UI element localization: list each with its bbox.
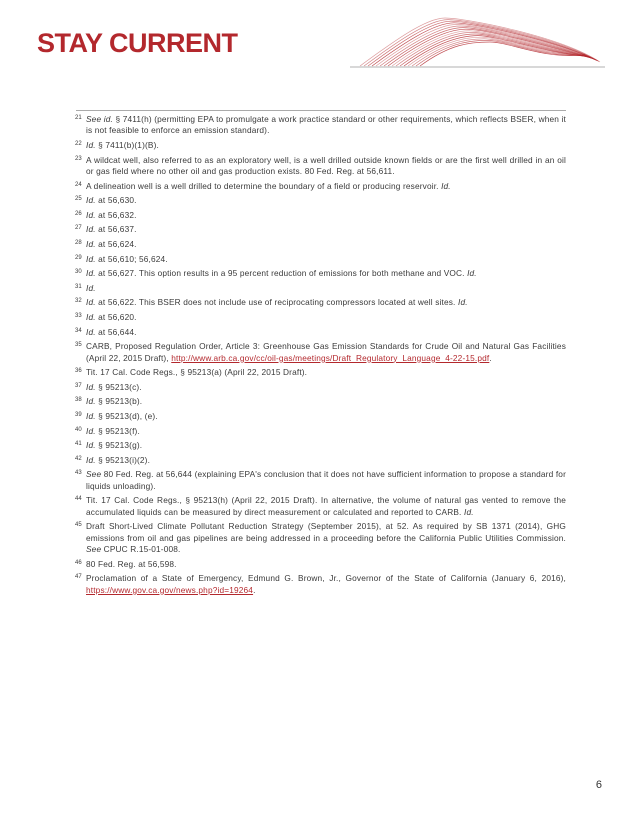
footnote-number: 24 bbox=[75, 181, 82, 188]
footnote-text bbox=[86, 426, 566, 437]
footnote-rest: § 95213(c). bbox=[95, 381, 142, 392]
footnote bbox=[76, 341, 566, 364]
footnote-rest: at 56,610; 56,624. bbox=[95, 253, 168, 264]
footnote bbox=[76, 521, 566, 555]
footnote bbox=[76, 469, 566, 492]
footnote-number: 44 bbox=[75, 496, 82, 503]
footnote-text bbox=[86, 181, 566, 192]
footnote-text bbox=[86, 367, 566, 378]
footnote-text bbox=[86, 297, 566, 308]
footnote-text bbox=[86, 495, 566, 518]
footnote-lead: Id. bbox=[86, 253, 96, 264]
footnote-rest: § 95213(d), (e). bbox=[95, 410, 158, 421]
footnote-lead: Id. bbox=[86, 326, 96, 337]
footnote-lead: Id. bbox=[86, 282, 96, 293]
footnote-rest: A wildcat well, also referred to as an exploratory well, is a well drilled outside known fields or are the first well drilled in an oil or gas field where no other oil and gas production exists. 80 Fed. Reg. at 56,611. bbox=[86, 154, 566, 176]
footnote bbox=[76, 181, 566, 192]
footnote-rest: Proclamation of a State of Emergency, Edmund G. Brown, Jr., Governor of the State of California (January 6, 2016), bbox=[86, 573, 566, 584]
footnote-after: . bbox=[489, 352, 492, 363]
page-number: 6 bbox=[595, 779, 602, 791]
footnote-rest: at 56,637. bbox=[95, 224, 137, 235]
footnote bbox=[76, 455, 566, 466]
footnote-lead: Id. bbox=[86, 224, 96, 235]
footnote bbox=[76, 114, 566, 137]
footnote-tail-it: Id. bbox=[463, 506, 474, 517]
footnote-rest: § 95213(b). bbox=[95, 396, 143, 407]
footnote bbox=[76, 411, 566, 422]
footnote-number: 34 bbox=[75, 327, 82, 334]
footnote-number: 37 bbox=[75, 382, 82, 389]
footnote-number: 38 bbox=[75, 397, 82, 404]
footnote-link[interactable]: https://www.gov.ca.gov/news.php?id=19264 bbox=[86, 584, 254, 595]
footnote-rest: CARB, Proposed Regulation Order, Article 3: Greenhouse Gas Emission Standards for Crude Oil and Natural Gas Facilities (April 22, 2015 Draft), bbox=[86, 341, 566, 363]
footnote bbox=[76, 559, 566, 570]
footnote-number: 28 bbox=[75, 239, 82, 246]
footnote-lead: Id. bbox=[86, 238, 96, 249]
footnote-rest: at 56,644. bbox=[95, 326, 137, 337]
footnote-number: 22 bbox=[75, 141, 82, 147]
footnote-text bbox=[86, 155, 566, 178]
footnote-number: 31 bbox=[75, 283, 82, 290]
footnote-text bbox=[86, 440, 566, 451]
footnote bbox=[76, 327, 566, 338]
footnote bbox=[76, 210, 566, 221]
footnote-text bbox=[86, 469, 566, 492]
footnote-rest: § 95213(g). bbox=[95, 440, 143, 451]
footnote-rest: § 95213(i)(2). bbox=[95, 454, 151, 465]
footnote-lead: Id. bbox=[86, 297, 96, 308]
footnote bbox=[76, 382, 566, 393]
decorative-wave-graphic bbox=[350, 14, 605, 70]
footnote-number: 47 bbox=[75, 574, 82, 581]
footnote-text bbox=[86, 327, 566, 338]
footnote bbox=[76, 195, 566, 206]
footnote-rest: 80 Fed. Reg. at 56,644 (explaining EPA's conclusion that it does not have sufficient information to propose a standard for liquids unloading). bbox=[86, 469, 566, 491]
footnote bbox=[76, 155, 566, 178]
footnote-lead: Id. bbox=[86, 440, 96, 451]
footnote-text bbox=[86, 140, 566, 151]
footnote bbox=[76, 495, 566, 518]
footnote-text bbox=[86, 312, 566, 323]
footnote-text bbox=[86, 254, 566, 265]
footnote-number: 27 bbox=[75, 225, 82, 232]
page-header-title: STAY CURRENT bbox=[37, 28, 238, 58]
footnote-number: 41 bbox=[75, 441, 82, 448]
footnote-rest: § 95213(f). bbox=[95, 425, 140, 436]
footnote-text bbox=[86, 114, 566, 137]
footnote-after: CPUC R.15-01-008. bbox=[101, 544, 181, 555]
footnote-lead: See bbox=[86, 469, 102, 480]
footnote-lead: Id. bbox=[86, 410, 96, 421]
footnote-number: 35 bbox=[75, 342, 82, 349]
footnote-number: 46 bbox=[75, 559, 82, 566]
footnote-number: 30 bbox=[75, 269, 82, 276]
footnote-lead: Id. bbox=[86, 396, 96, 407]
footnote-rest: at 56,622. This BSER does not include use of reciprocating compressors located at well sites. bbox=[95, 297, 458, 308]
footnote-number: 25 bbox=[75, 196, 82, 203]
footnotes-list bbox=[76, 114, 566, 599]
footnote-text bbox=[86, 521, 566, 555]
footnote bbox=[76, 297, 566, 308]
footnote-rest: § 7411(b)(1)(B). bbox=[95, 140, 159, 150]
footnote-number: 23 bbox=[75, 155, 82, 162]
footnote-text bbox=[86, 283, 566, 294]
footnote-number: 36 bbox=[75, 368, 82, 375]
footnote bbox=[76, 268, 566, 279]
footnote-lead: Id. bbox=[86, 209, 96, 220]
footnote-tail-it: Id. bbox=[457, 297, 468, 308]
footnote-number: 43 bbox=[75, 470, 82, 477]
footnote-link[interactable]: http://www.arb.ca.gov/cc/oil-gas/meetings/Draft_Regulatory_Language_4-22-15.pdf bbox=[171, 352, 490, 363]
footnote-number: 26 bbox=[75, 210, 82, 217]
footnote-tail-it: Id. bbox=[441, 180, 451, 191]
footnote-number: 33 bbox=[75, 312, 82, 319]
footnote bbox=[76, 254, 566, 265]
footnote-tail-it: Id. bbox=[467, 268, 477, 279]
footnote-lead: Id. bbox=[86, 425, 96, 436]
footnote-lead: Id. bbox=[86, 311, 96, 322]
footnote-lead: See id. bbox=[86, 114, 113, 124]
footnote-text bbox=[86, 573, 566, 596]
footnote-lead: Id. bbox=[86, 195, 96, 206]
footnote-text bbox=[86, 411, 566, 422]
footnote-rest: at 56,620. bbox=[95, 311, 137, 322]
footnote-text bbox=[86, 341, 566, 364]
footnote-text bbox=[86, 396, 566, 407]
footnote-rest: § 7411(h) (permitting EPA to promulgate a work practice standard or other requirements, which reflects BSER, when it is not feasible to enforce an emission standard). bbox=[86, 114, 566, 136]
footnote-text bbox=[86, 559, 566, 570]
footnote bbox=[76, 367, 566, 378]
footnote bbox=[76, 426, 566, 437]
footnote-rest: Draft Short-Lived Climate Pollutant Reduction Strategy (September 2015), at 52. As required by SB 1371 (2014), GHG emissions from oil and gas pipelines are being addressed in a proceeding before the California Public Utilities Commission. bbox=[86, 521, 566, 543]
footnote-tail-it: See bbox=[86, 544, 102, 555]
footnote bbox=[76, 573, 566, 596]
footnote bbox=[76, 283, 566, 294]
footnote-text bbox=[86, 455, 566, 466]
footnote-rest: at 56,632. bbox=[95, 209, 137, 220]
footnote-number: 21 bbox=[75, 115, 82, 121]
footnote-rest: Tit. 17 Cal. Code Regs., § 95213(h) (April 22, 2015 Draft). In alternative, the volume of natural gas vented to remove the accumulated liquids can be measured by direct measurement or calculated and reported to CARB. bbox=[86, 495, 566, 517]
footnote-number: 42 bbox=[75, 455, 82, 462]
footnote-lead: Id. bbox=[86, 268, 96, 279]
footnote-number: 32 bbox=[75, 298, 82, 305]
footnote-number: 45 bbox=[75, 522, 82, 529]
footnote-text bbox=[86, 268, 566, 279]
footnote bbox=[76, 396, 566, 407]
footnote-number: 29 bbox=[75, 254, 82, 261]
footnote bbox=[76, 140, 566, 151]
footnote-divider bbox=[76, 110, 566, 111]
footnote-after: . bbox=[253, 584, 256, 595]
footnote-rest: Tit. 17 Cal. Code Regs., § 95213(a) (April 22, 2015 Draft). bbox=[86, 367, 308, 378]
footnote bbox=[76, 440, 566, 451]
footnote-lead: Id. bbox=[86, 454, 96, 465]
footnote-text bbox=[86, 239, 566, 250]
footnote-rest: at 56,624. bbox=[95, 238, 137, 249]
footnote-text bbox=[86, 195, 566, 206]
footnote-rest: at 56,630. bbox=[95, 195, 137, 206]
footnote bbox=[76, 224, 566, 235]
footnote-number: 40 bbox=[75, 426, 82, 433]
footnote-text bbox=[86, 382, 566, 393]
footnote-rest: A delineation well is a well drilled to determine the boundary of a field or producing reservoir. bbox=[86, 180, 442, 191]
footnote bbox=[76, 239, 566, 250]
footnote bbox=[76, 312, 566, 323]
footnote-rest: at 56,627. This option results in a 95 percent reduction of emissions for both methane and VOC. bbox=[95, 268, 468, 279]
footnote-rest: 80 Fed. Reg. at 56,598. bbox=[86, 558, 177, 569]
footnote-lead: Id. bbox=[86, 381, 96, 392]
footnote-text bbox=[86, 224, 566, 235]
wave-line bbox=[364, 20, 599, 66]
footnote-lead: Id. bbox=[86, 140, 96, 150]
footnote-number: 39 bbox=[75, 411, 82, 418]
footnote-text bbox=[86, 210, 566, 221]
